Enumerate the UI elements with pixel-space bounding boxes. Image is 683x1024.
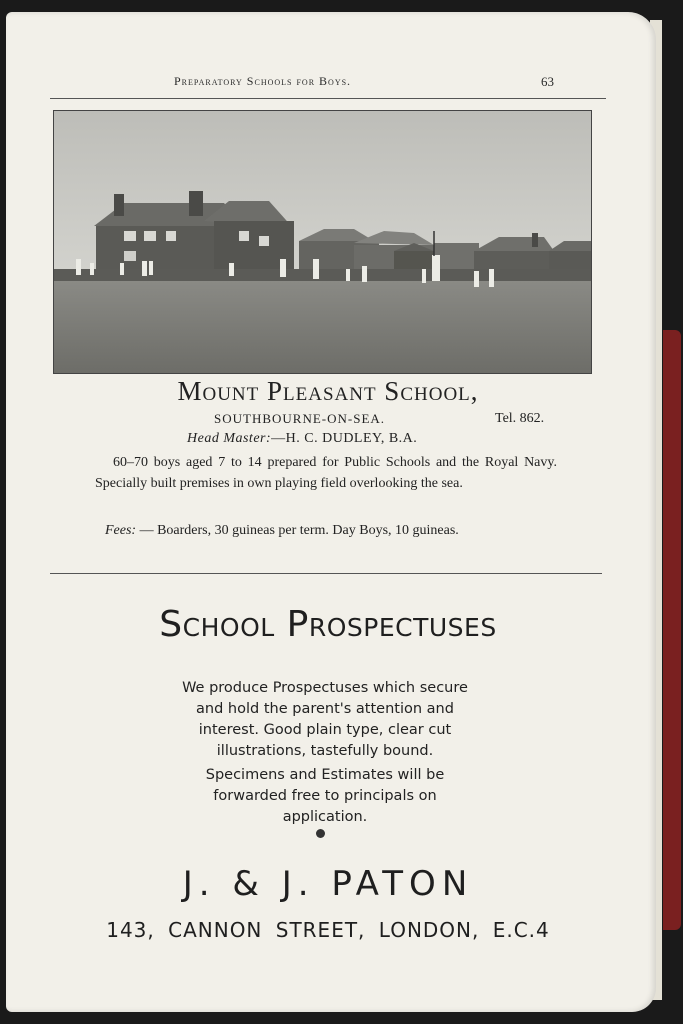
head-master <box>187 431 417 447</box>
school-photograph <box>53 110 592 374</box>
company-address: 143, CANNON STREET, LONDON, E.C.4 <box>106 918 550 942</box>
advertisement-paragraph-1: We produce Prospectuses which secure and hold the parent's attention and interest. Good plain type, clear cut illustrations, tastefully bound. <box>182 680 468 759</box>
fees-label: Fees: <box>105 523 137 538</box>
ornament-dot <box>316 829 325 838</box>
school-photo-image <box>54 111 591 373</box>
page-number: 63 <box>541 74 554 89</box>
head-master-label: Head Master: <box>187 431 272 446</box>
head-master-name: —H. C. DUDLEY, B.A. <box>271 431 418 446</box>
school-name: Mount Pleasant School, <box>177 376 479 406</box>
header-title: Preparatory Schools for Boys. <box>174 74 352 88</box>
advertisement-paragraph-2: Specimens and Estimates will be forwarded free to principals on application. <box>205 767 445 825</box>
section-rule <box>50 573 602 574</box>
fees-text: — Boarders, 30 guineas per term. Day Boys, 10 guineas. <box>136 523 459 538</box>
school-location: SOUTHBOURNE-ON-SEA. <box>214 411 386 426</box>
school-telephone: Tel. 862. <box>495 411 545 426</box>
running-header <box>50 72 606 94</box>
school-fees <box>95 520 557 541</box>
advertisement-heading: School Prospectuses <box>159 604 497 645</box>
school-description: 60–70 boys aged 7 to 14 prepared for Public Schools and the Royal Navy. Specially built premises in own playing field overlooking the sea. <box>95 455 557 491</box>
company-name: J. & J. PATON <box>182 864 474 904</box>
header-rule <box>50 98 606 99</box>
book-binding <box>663 330 681 930</box>
